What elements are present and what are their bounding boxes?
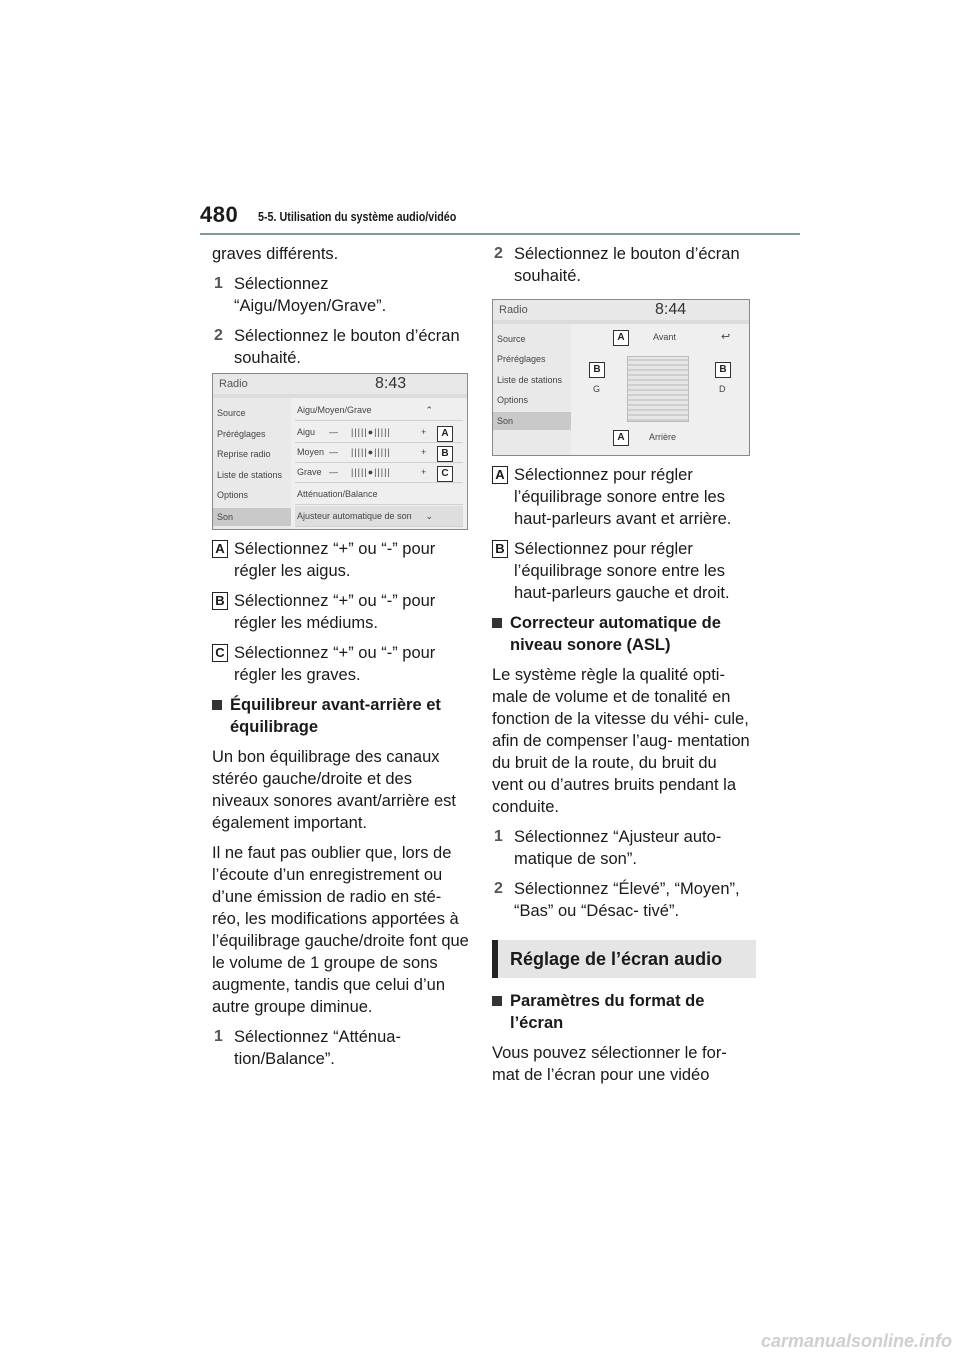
- para-balance-1: Un bon équilibrage des canaux stéréo gauche/droite et des niveaux sonores avant/arrière est également important.: [212, 748, 456, 832]
- label2-a: A Sélectionnez pour régler l’équilibrage sonore entre les haut-parleurs avant et arrière.: [492, 464, 752, 530]
- step-right-2: 2 Sélectionnez le bouton d’écran souhaité.: [494, 245, 740, 285]
- menu-stations: Liste de stations: [217, 470, 283, 480]
- screen-title: Radio: [219, 378, 248, 390]
- screenshot-balance: [492, 299, 750, 456]
- callout-a: A: [437, 426, 453, 442]
- row-aigu: Aigu — |||||●||||| +: [295, 422, 463, 443]
- menu2-options: Options: [497, 395, 529, 405]
- screen2-main: [571, 324, 749, 455]
- step-asl-1: 1 Sélectionnez “Ajusteur auto- matique de son”.: [494, 828, 722, 868]
- menu2-source: Source: [497, 334, 526, 344]
- balance-grid[interactable]: [627, 356, 689, 422]
- para-format: Vous pouvez sélectionner le for- mat de l’écran pour une vidéo: [492, 1044, 727, 1084]
- label2-b: B Sélectionnez pour régler l’équilibrage sonore entre les haut-parleurs gauche et droit.: [492, 538, 752, 604]
- callout2-b-right: B: [715, 362, 731, 378]
- heading-asl: Correcteur automatique de niveau sonore (ASL): [492, 612, 752, 656]
- screenshot-tone: [212, 373, 468, 530]
- row-grave: Grave — |||||●||||| +: [295, 462, 463, 483]
- right-column-top: [492, 243, 752, 295]
- section-title: 5-5. Utilisation du système audio/vidéo: [258, 210, 457, 224]
- menu-options: Options: [217, 490, 249, 500]
- left-column: [212, 243, 470, 377]
- callout-c: C: [437, 466, 453, 482]
- intro-text: graves différents.: [212, 245, 339, 263]
- row-header: Aigu/Moyen/Grave ⌃: [295, 400, 463, 421]
- screen-main: [291, 398, 467, 529]
- row-attenuation: Atténuation/Balance: [295, 484, 463, 505]
- screen-topbar: [213, 374, 467, 394]
- left-column-lower: [212, 538, 470, 1078]
- screen2-topbar: [493, 300, 749, 320]
- menu-radio-replay: Reprise radio: [217, 449, 271, 459]
- menu2-stations: Liste de stations: [497, 375, 563, 385]
- heading-balance: Équilibreur avant-arrière et équilibrage: [212, 694, 470, 738]
- section-banner: Réglage de l’écran audio: [492, 940, 756, 978]
- label-g: G: [593, 384, 601, 394]
- heading-format: Paramètres du format de l’écran: [492, 990, 752, 1034]
- para-balance-2: Il ne faut pas oublier que, lors de l’écoute d’un enregistrement ou d’une émission de radio en sté- réo, les modifications apportées à l’équilibrage gauche/droite font que le volume de 1 groupe de sons augmente, tandis que celui d’un autre groupe diminue.: [212, 844, 469, 1016]
- right-column-lower: [492, 464, 752, 1094]
- step-2: 2 Sélectionnez le bouton d’écran souhaité.: [214, 327, 460, 367]
- menu-presets: Préréglages: [217, 429, 266, 439]
- callout2-b-left: B: [589, 362, 605, 378]
- menu-source: Source: [217, 408, 246, 418]
- label-a: A Sélectionnez “+” ou “-” pour régler les aigus.: [212, 538, 470, 582]
- step-attenuation: 1 Sélectionnez “Atténua- tion/Balance”.: [214, 1028, 401, 1068]
- label-arriere: Arrière: [649, 432, 677, 442]
- screen2-clock: 8:44: [655, 301, 687, 318]
- menu-sound: Son: [213, 508, 291, 526]
- label-b: B Sélectionnez “+” ou “-” pour régler les médiums.: [212, 590, 470, 634]
- screen2-title: Radio: [499, 304, 528, 316]
- row-auto-sound: Ajusteur automatique de son ⌄: [295, 506, 463, 527]
- watermark: carmanualsonline.info: [760, 1331, 952, 1351]
- step-1: 1 Sélectionnez “Aigu/Moyen/Grave”.: [214, 275, 387, 315]
- header-rule: [200, 233, 800, 235]
- label-avant: Avant: [653, 332, 676, 342]
- label-c: C Sélectionnez “+” ou “-” pour régler les graves.: [212, 642, 470, 686]
- callout2-a-bottom: A: [613, 430, 629, 446]
- callout-b: B: [437, 446, 453, 462]
- para-asl: Le système règle la qualité opti- male de volume et de tonalité en fonction de la vitesse du véhi- cule, afin de compenser l’aug- mentation du bruit de la route, du bruit du vent ou d’autres bruits pendant la conduite.: [492, 666, 750, 816]
- menu2-sound: Son: [493, 412, 571, 430]
- label-d: D: [719, 384, 726, 394]
- back-icon[interactable]: ↩: [721, 331, 731, 343]
- row-moyen: Moyen — |||||●||||| +: [295, 442, 463, 463]
- callout2-a-top: A: [613, 330, 629, 346]
- screen-clock: 8:43: [375, 375, 407, 392]
- page-number: 480: [200, 202, 239, 227]
- menu2-presets: Préréglages: [497, 354, 546, 364]
- step-asl-2: 2 Sélectionnez “Élevé”, “Moyen”, “Bas” ou “Désac- tivé”.: [494, 880, 740, 920]
